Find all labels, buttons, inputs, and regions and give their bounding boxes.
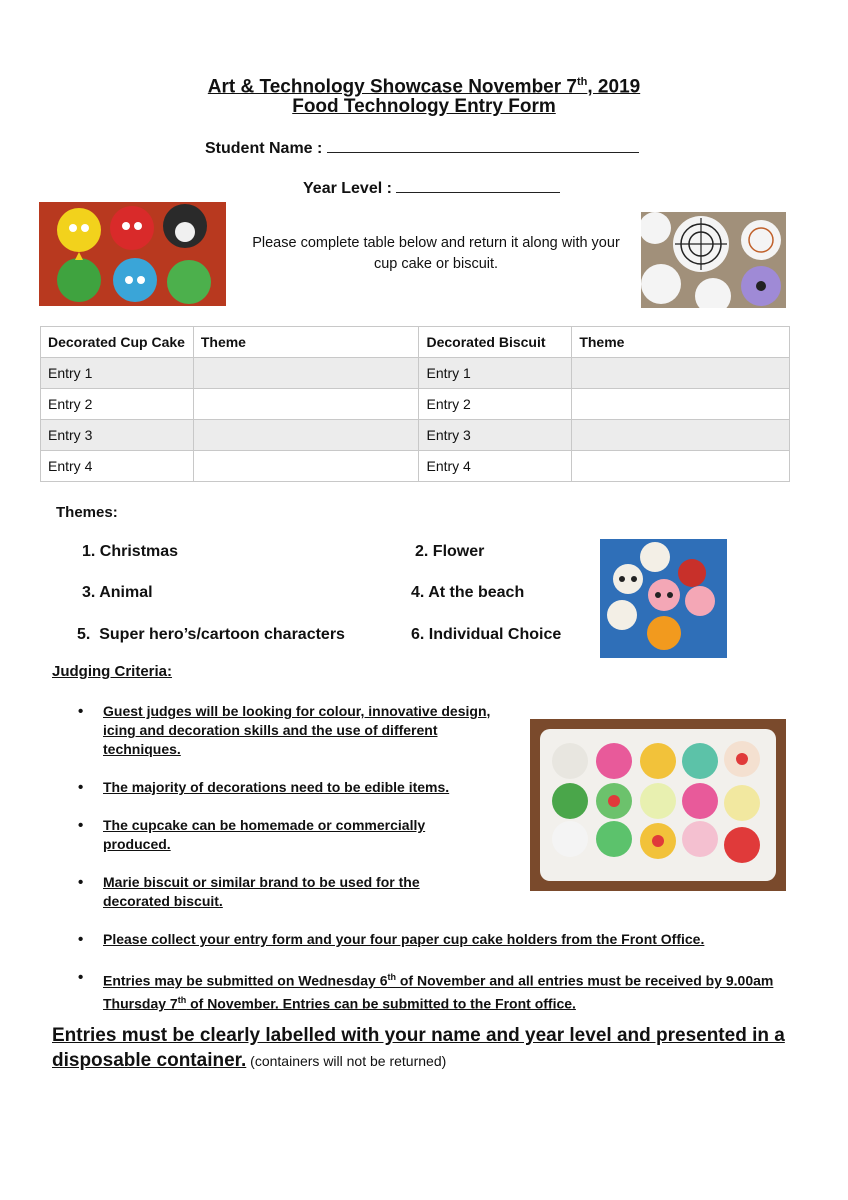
header-decorated-biscuit: Decorated Biscuit [419, 327, 572, 358]
year-level-label: Year Level : [303, 180, 392, 197]
footer-note: (containers will not be returned) [246, 1053, 447, 1069]
cupcake-theme-cell[interactable] [193, 358, 419, 389]
form-title-line2: Food Technology Entry Form [292, 96, 556, 117]
header-biscuit-theme: Theme [572, 327, 790, 358]
criteria-bullet: • Marie biscuit or similar brand to be used for the decorated biscuit. [103, 873, 483, 911]
footer-bold-text: Entries must be clearly labelled with your name and year level and presented in a disposable container. [52, 1025, 785, 1071]
biscuit-entry-label: Entry 1 [419, 358, 572, 389]
biscuit-entry-label: Entry 4 [419, 451, 572, 482]
table-row [41, 451, 790, 482]
year-level-field[interactable] [303, 178, 560, 198]
table-row [41, 389, 790, 420]
angry-birds-cupcakes-photo [39, 202, 226, 306]
spiderweb-biscuits-photo [641, 212, 786, 308]
footer-notice [52, 1023, 812, 1074]
theme-item: 5. Super hero’s/cartoon characters [77, 626, 345, 643]
cupcake-theme-cell[interactable] [193, 420, 419, 451]
student-name-field[interactable] [205, 138, 639, 158]
cupcake-theme-cell[interactable] [193, 389, 419, 420]
biscuit-entry-label: Entry 3 [419, 420, 572, 451]
cupcake-entry-label: Entry 4 [41, 451, 194, 482]
cupcake-entry-label: Entry 1 [41, 358, 194, 389]
cupcake-entry-label: Entry 3 [41, 420, 194, 451]
year-level-line[interactable] [396, 178, 560, 193]
theme-item: 4. At the beach [411, 584, 525, 601]
theme-item: 1. Christmas [82, 543, 179, 560]
student-name-line[interactable] [327, 138, 639, 153]
entry-table [40, 326, 790, 482]
criteria-bullet: • The cupcake can be homemade or commercially produced. [103, 816, 483, 854]
criteria-bullet-submission: • Entries may be submitted on Wednesday 6th of November and all entries must be received by 9.00am Thursday 7th of November. Entries can be submitted to the Front office. [103, 968, 803, 1013]
theme-item: 6. Individual Choice [411, 626, 562, 643]
criteria-bullet: • The majority of decorations need to be edible items. [103, 778, 503, 797]
criteria-bullet: • Guest judges will be looking for colour, innovative design, icing and decoration skills and the use of different techniques. [103, 702, 495, 759]
form-title-line1: Art & Technology Showcase November 7th, 2019 [207, 76, 641, 98]
instructions-text: Please complete table below and return it along with your cup cake or biscuit. [252, 235, 620, 272]
header-decorated-cup-cake: Decorated Cup Cake [41, 327, 194, 358]
table-header-row [41, 327, 790, 358]
themes-heading: Themes: [56, 504, 118, 521]
theme-item: 2. Flower [415, 543, 485, 560]
cupcake-entry-label: Entry 2 [41, 389, 194, 420]
cupcake-theme-cell[interactable] [193, 451, 419, 482]
biscuit-theme-cell[interactable] [572, 389, 790, 420]
biscuit-theme-cell[interactable] [572, 358, 790, 389]
header-cupcake-theme: Theme [193, 327, 419, 358]
biscuit-entry-label: Entry 2 [419, 389, 572, 420]
student-name-label: Student Name : [205, 140, 323, 157]
flower-cupcakes-tray-photo [530, 719, 786, 891]
theme-item: 3. Animal [82, 584, 153, 601]
judging-criteria-heading: Judging Criteria: [52, 663, 173, 680]
criteria-bullet: • Please collect your entry form and your four paper cup cake holders from the Front Office. [103, 930, 803, 949]
table-row [41, 358, 790, 389]
biscuit-theme-cell[interactable] [572, 420, 790, 451]
animal-cupcakes-photo [600, 539, 727, 658]
table-row [41, 420, 790, 451]
biscuit-theme-cell[interactable] [572, 451, 790, 482]
